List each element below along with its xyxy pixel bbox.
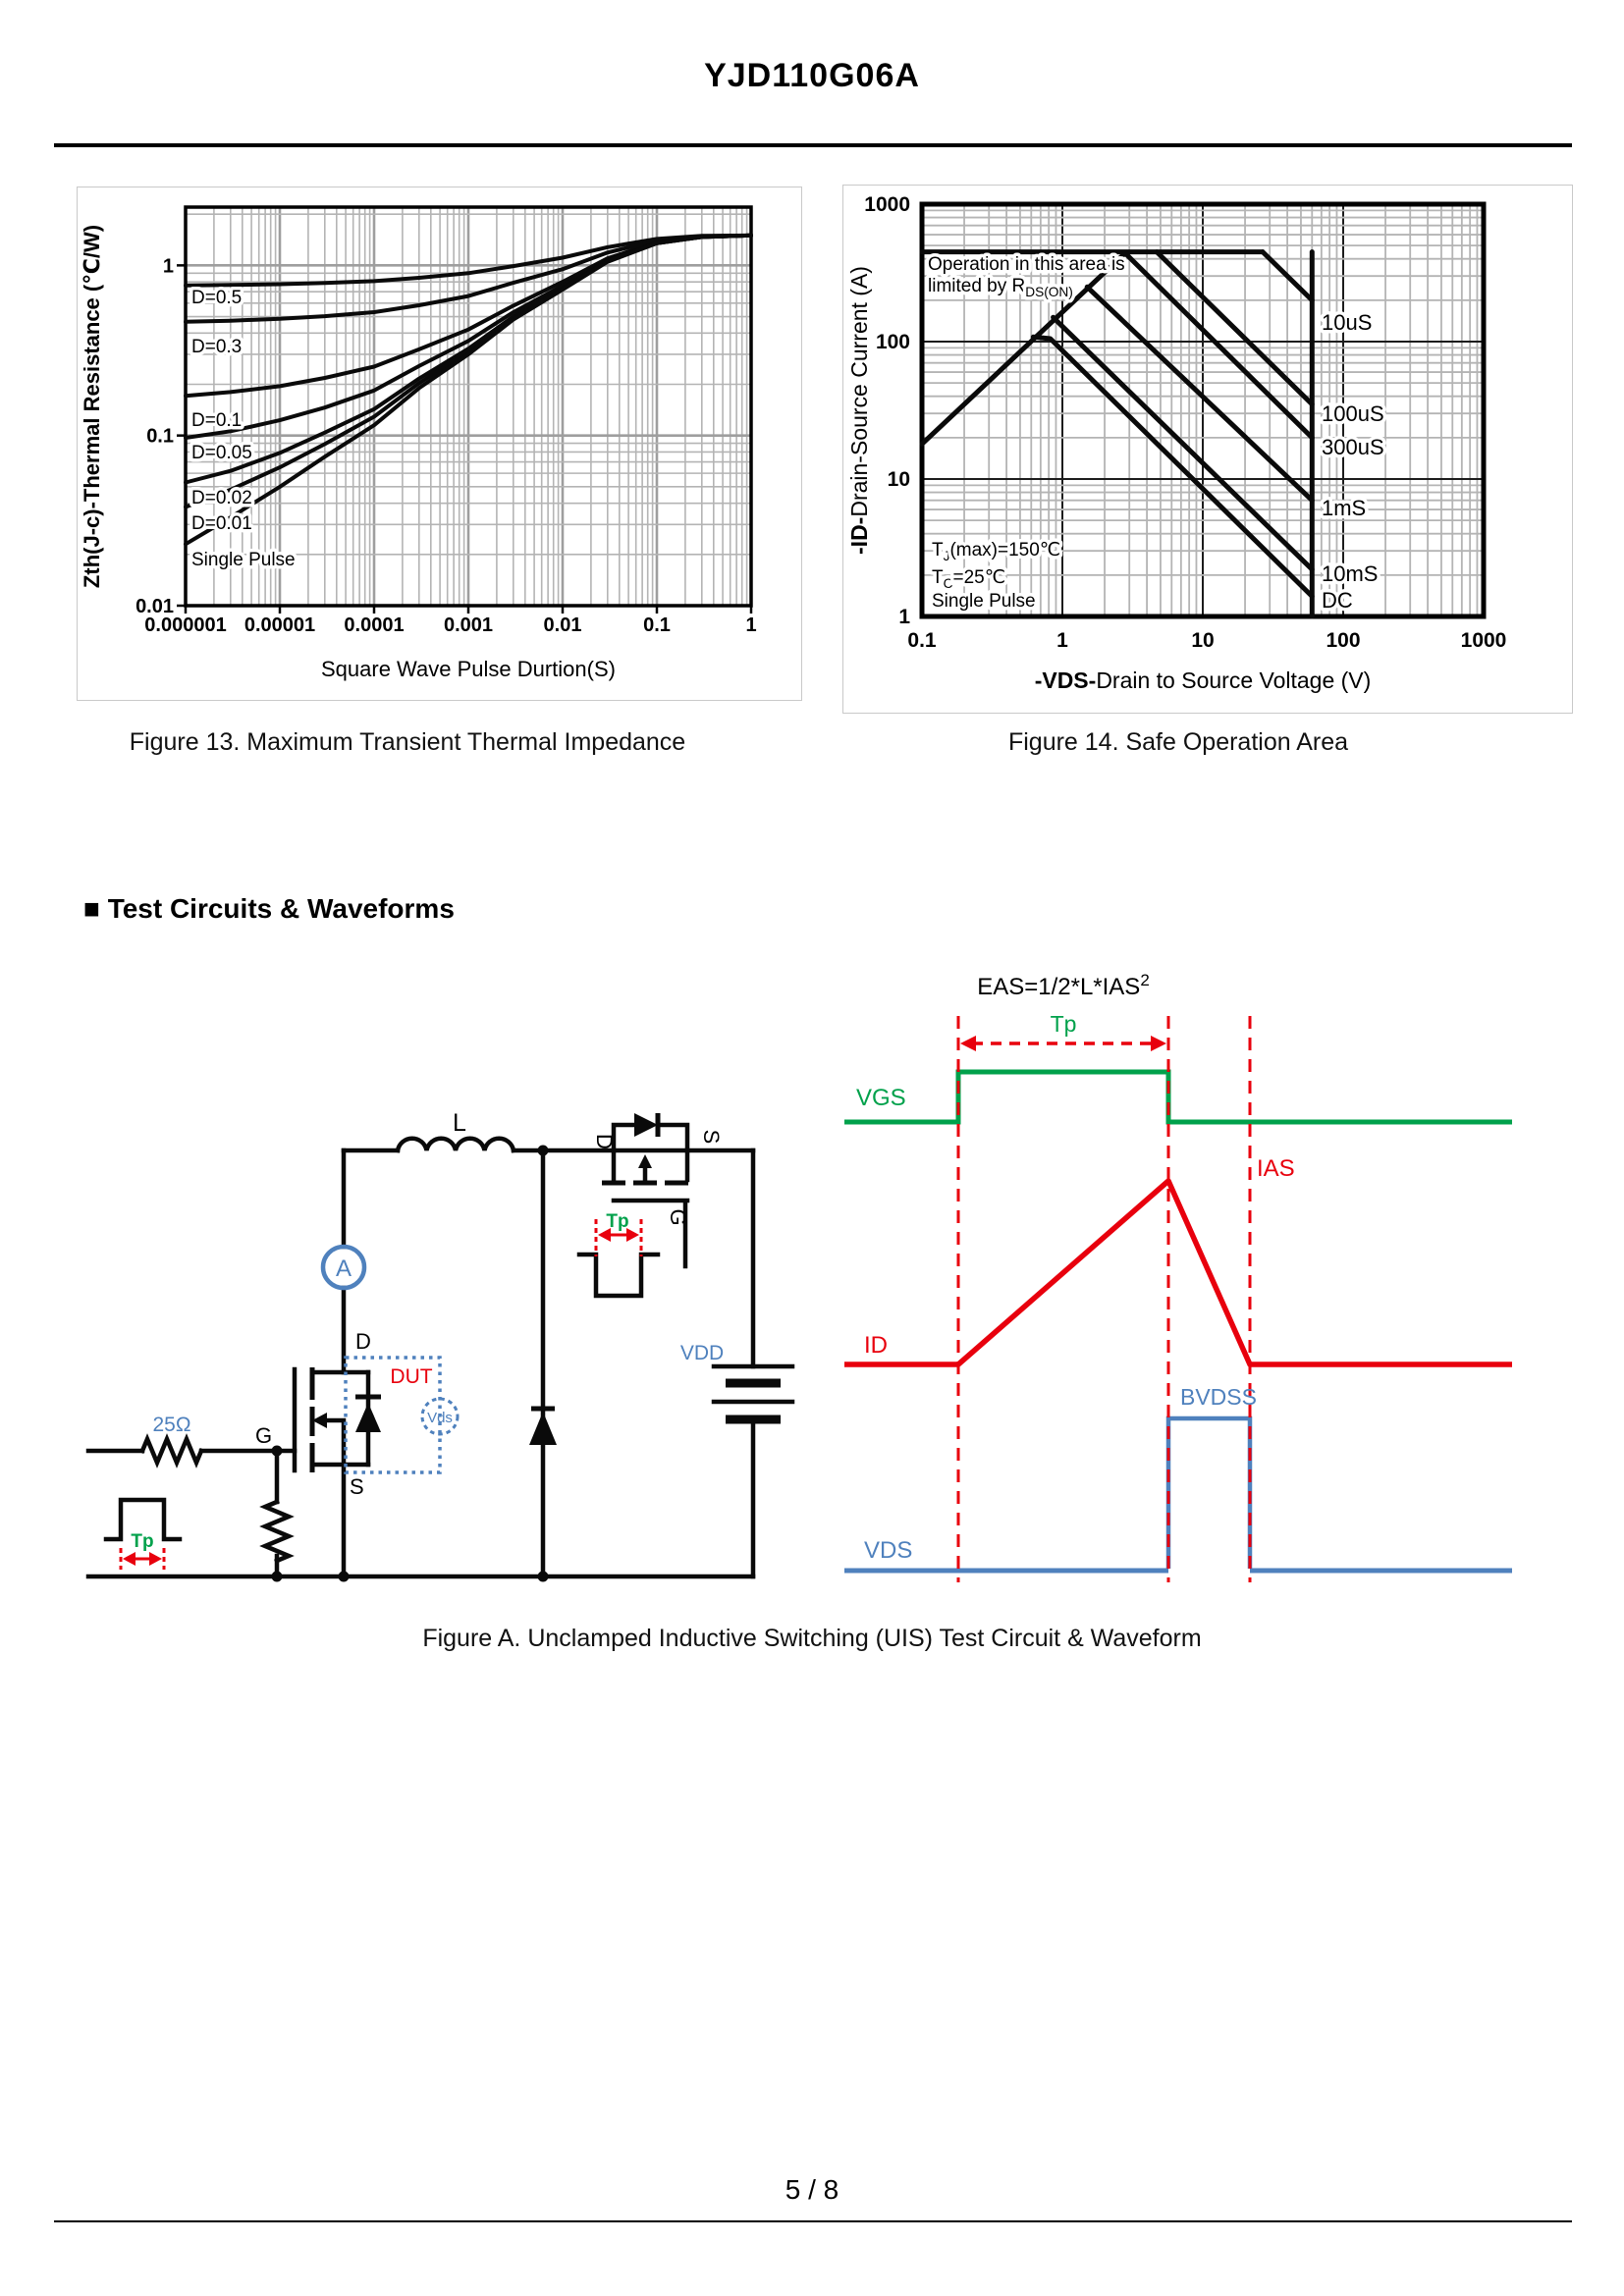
uis-waveform-diagram (835, 967, 1532, 1600)
svg-text:300uS: 300uS (1322, 435, 1384, 459)
page-title: YJD110G06A (704, 57, 920, 94)
vdd-label: VDD (679, 1342, 725, 1364)
freewheel-diode-icon (529, 1409, 557, 1445)
svg-text:1: 1 (162, 255, 174, 278)
y-axis-title: -ID-Drain-Source Current (A) (846, 266, 872, 555)
svg-text:100: 100 (875, 331, 910, 353)
svg-text:0.1: 0.1 (907, 629, 937, 652)
header-rule (54, 143, 1572, 147)
vgs-label: VGS (856, 1085, 906, 1111)
dut-gate-label: G (255, 1423, 273, 1448)
svg-text:10: 10 (1191, 629, 1215, 652)
ammeter-icon (323, 1247, 364, 1288)
gridlines (186, 207, 751, 606)
driver-tp-label: Tp (606, 1211, 629, 1232)
driver-pulse-icon (579, 1255, 658, 1296)
chart-annotations (928, 254, 1125, 612)
soa-chart-svg (843, 186, 1572, 713)
svg-text:1000: 1000 (864, 193, 910, 216)
svg-text:D=0.02: D=0.02 (191, 488, 252, 508)
id-waveform (844, 1181, 1512, 1364)
section-heading-test-circuits: ■ Test Circuits & Waveforms (83, 893, 455, 924)
svg-text:0.00001: 0.00001 (244, 614, 316, 636)
vgs-waveform (844, 1072, 1512, 1122)
figure13-thermal-impedance-chart (77, 187, 802, 701)
svg-text:TC=25℃: $T_C=25℃$ (932, 567, 1006, 591)
id-label: ID (864, 1332, 888, 1359)
svg-text:limited by RDS(ON): limited by $R_{DS(ON)}$ (928, 276, 1073, 299)
vds-meter-icon (422, 1399, 458, 1434)
driver-source-label: S (699, 1129, 724, 1145)
figure14-caption: Figure 14. Safe Operation Area (1007, 728, 1349, 756)
svg-text:10uS: 10uS (1322, 310, 1373, 335)
driver-gate-label: G (666, 1208, 690, 1226)
inductor-label: L (453, 1109, 466, 1137)
svg-text:1: 1 (745, 614, 757, 636)
series-1mS (1087, 287, 1312, 500)
svg-text:10: 10 (887, 468, 910, 491)
gate-resistor-label: 25Ω (152, 1414, 191, 1436)
svg-text:D=0.1: D=0.1 (191, 410, 243, 431)
svg-text:10mS: 10mS (1322, 561, 1379, 586)
tp-arrow (960, 1036, 1166, 1051)
svg-text:1mS: 1mS (1322, 496, 1367, 520)
data-series (922, 252, 1312, 616)
zth-chart-svg (78, 187, 801, 700)
page-number: 5 / 8 (785, 2174, 839, 2205)
svg-text:Single Pulse: Single Pulse (932, 591, 1036, 612)
figureA-caption: Figure A. Unclamped Inductive Switching (UIS) Test Circuit & Waveform (422, 1625, 1202, 1652)
footer-rule (54, 2220, 1572, 2222)
timing-dashed-lines (958, 1016, 1250, 1582)
svg-text:100: 100 (1326, 629, 1361, 652)
gate-resistor-icon (142, 1439, 201, 1463)
x-axis-title: Square Wave Pulse Durtion(S) (321, 657, 616, 681)
dut-label: DUT (390, 1365, 433, 1388)
svg-text:0.01: 0.01 (543, 614, 582, 636)
vds-waveform (844, 1418, 1512, 1571)
svg-text:D=0.01: D=0.01 (191, 513, 252, 534)
svg-text:0.0001: 0.0001 (344, 614, 405, 636)
vdd-battery-icon (714, 1366, 792, 1419)
svg-text:100uS: 100uS (1322, 401, 1384, 426)
dut-source-label: S (350, 1474, 364, 1499)
svg-text:D=0.05: D=0.05 (191, 443, 252, 463)
vds-label: VDS (864, 1537, 913, 1564)
x-axis-title: -VDS-Drain to Source Voltage (V) (1034, 667, 1372, 693)
pulldown-resistor-icon (265, 1502, 289, 1561)
svg-text:D=0.3: D=0.3 (191, 337, 243, 357)
svg-text:DC: DC (1322, 588, 1353, 613)
vds-meter-label: Vds (427, 1410, 453, 1426)
y-axis-title: Zth(J-c)-Thermal Resistance (℃/W) (80, 224, 104, 589)
svg-text:1000: 1000 (1460, 629, 1507, 652)
tp-label: Tp (1050, 1011, 1077, 1037)
figure14-soa-chart (842, 185, 1573, 714)
svg-text:0.1: 0.1 (146, 425, 174, 448)
input-tp-label: Tp (131, 1531, 154, 1552)
bvdss-label: BVDSS (1180, 1384, 1257, 1410)
svg-text:0.001: 0.001 (443, 614, 494, 636)
eas-formula: $EAS=1/2*L*IAS^2$ (977, 971, 1150, 1000)
ias-label: IAS (1257, 1155, 1295, 1182)
svg-text:Operation in this area is: Operation in this area is (928, 254, 1125, 275)
svg-text:0.1: 0.1 (643, 614, 671, 636)
figure13-caption: Figure 13. Maximum Transient Thermal Impedance (129, 728, 686, 756)
svg-text:1: 1 (1056, 629, 1068, 652)
uis-test-circuit-diagram (79, 1060, 844, 1610)
svg-text:1: 1 (898, 606, 910, 628)
svg-text:0.000001: 0.000001 (144, 614, 227, 636)
driver-drain-label: D (592, 1134, 617, 1149)
svg-text:D=0.5: D=0.5 (191, 288, 243, 308)
dut-drain-label: D (355, 1329, 371, 1354)
svg-text:TJ(max)=150℃: $T_J(\max)=150℃$ (932, 540, 1061, 563)
svg-text:Single Pulse: Single Pulse (191, 550, 296, 570)
dut-mosfet-icon (295, 1367, 381, 1576)
junction-dots (272, 1146, 549, 1582)
ammeter-label: A (335, 1255, 352, 1282)
inductor-icon (398, 1139, 514, 1150)
svg-text:0.01: 0.01 (135, 596, 174, 617)
